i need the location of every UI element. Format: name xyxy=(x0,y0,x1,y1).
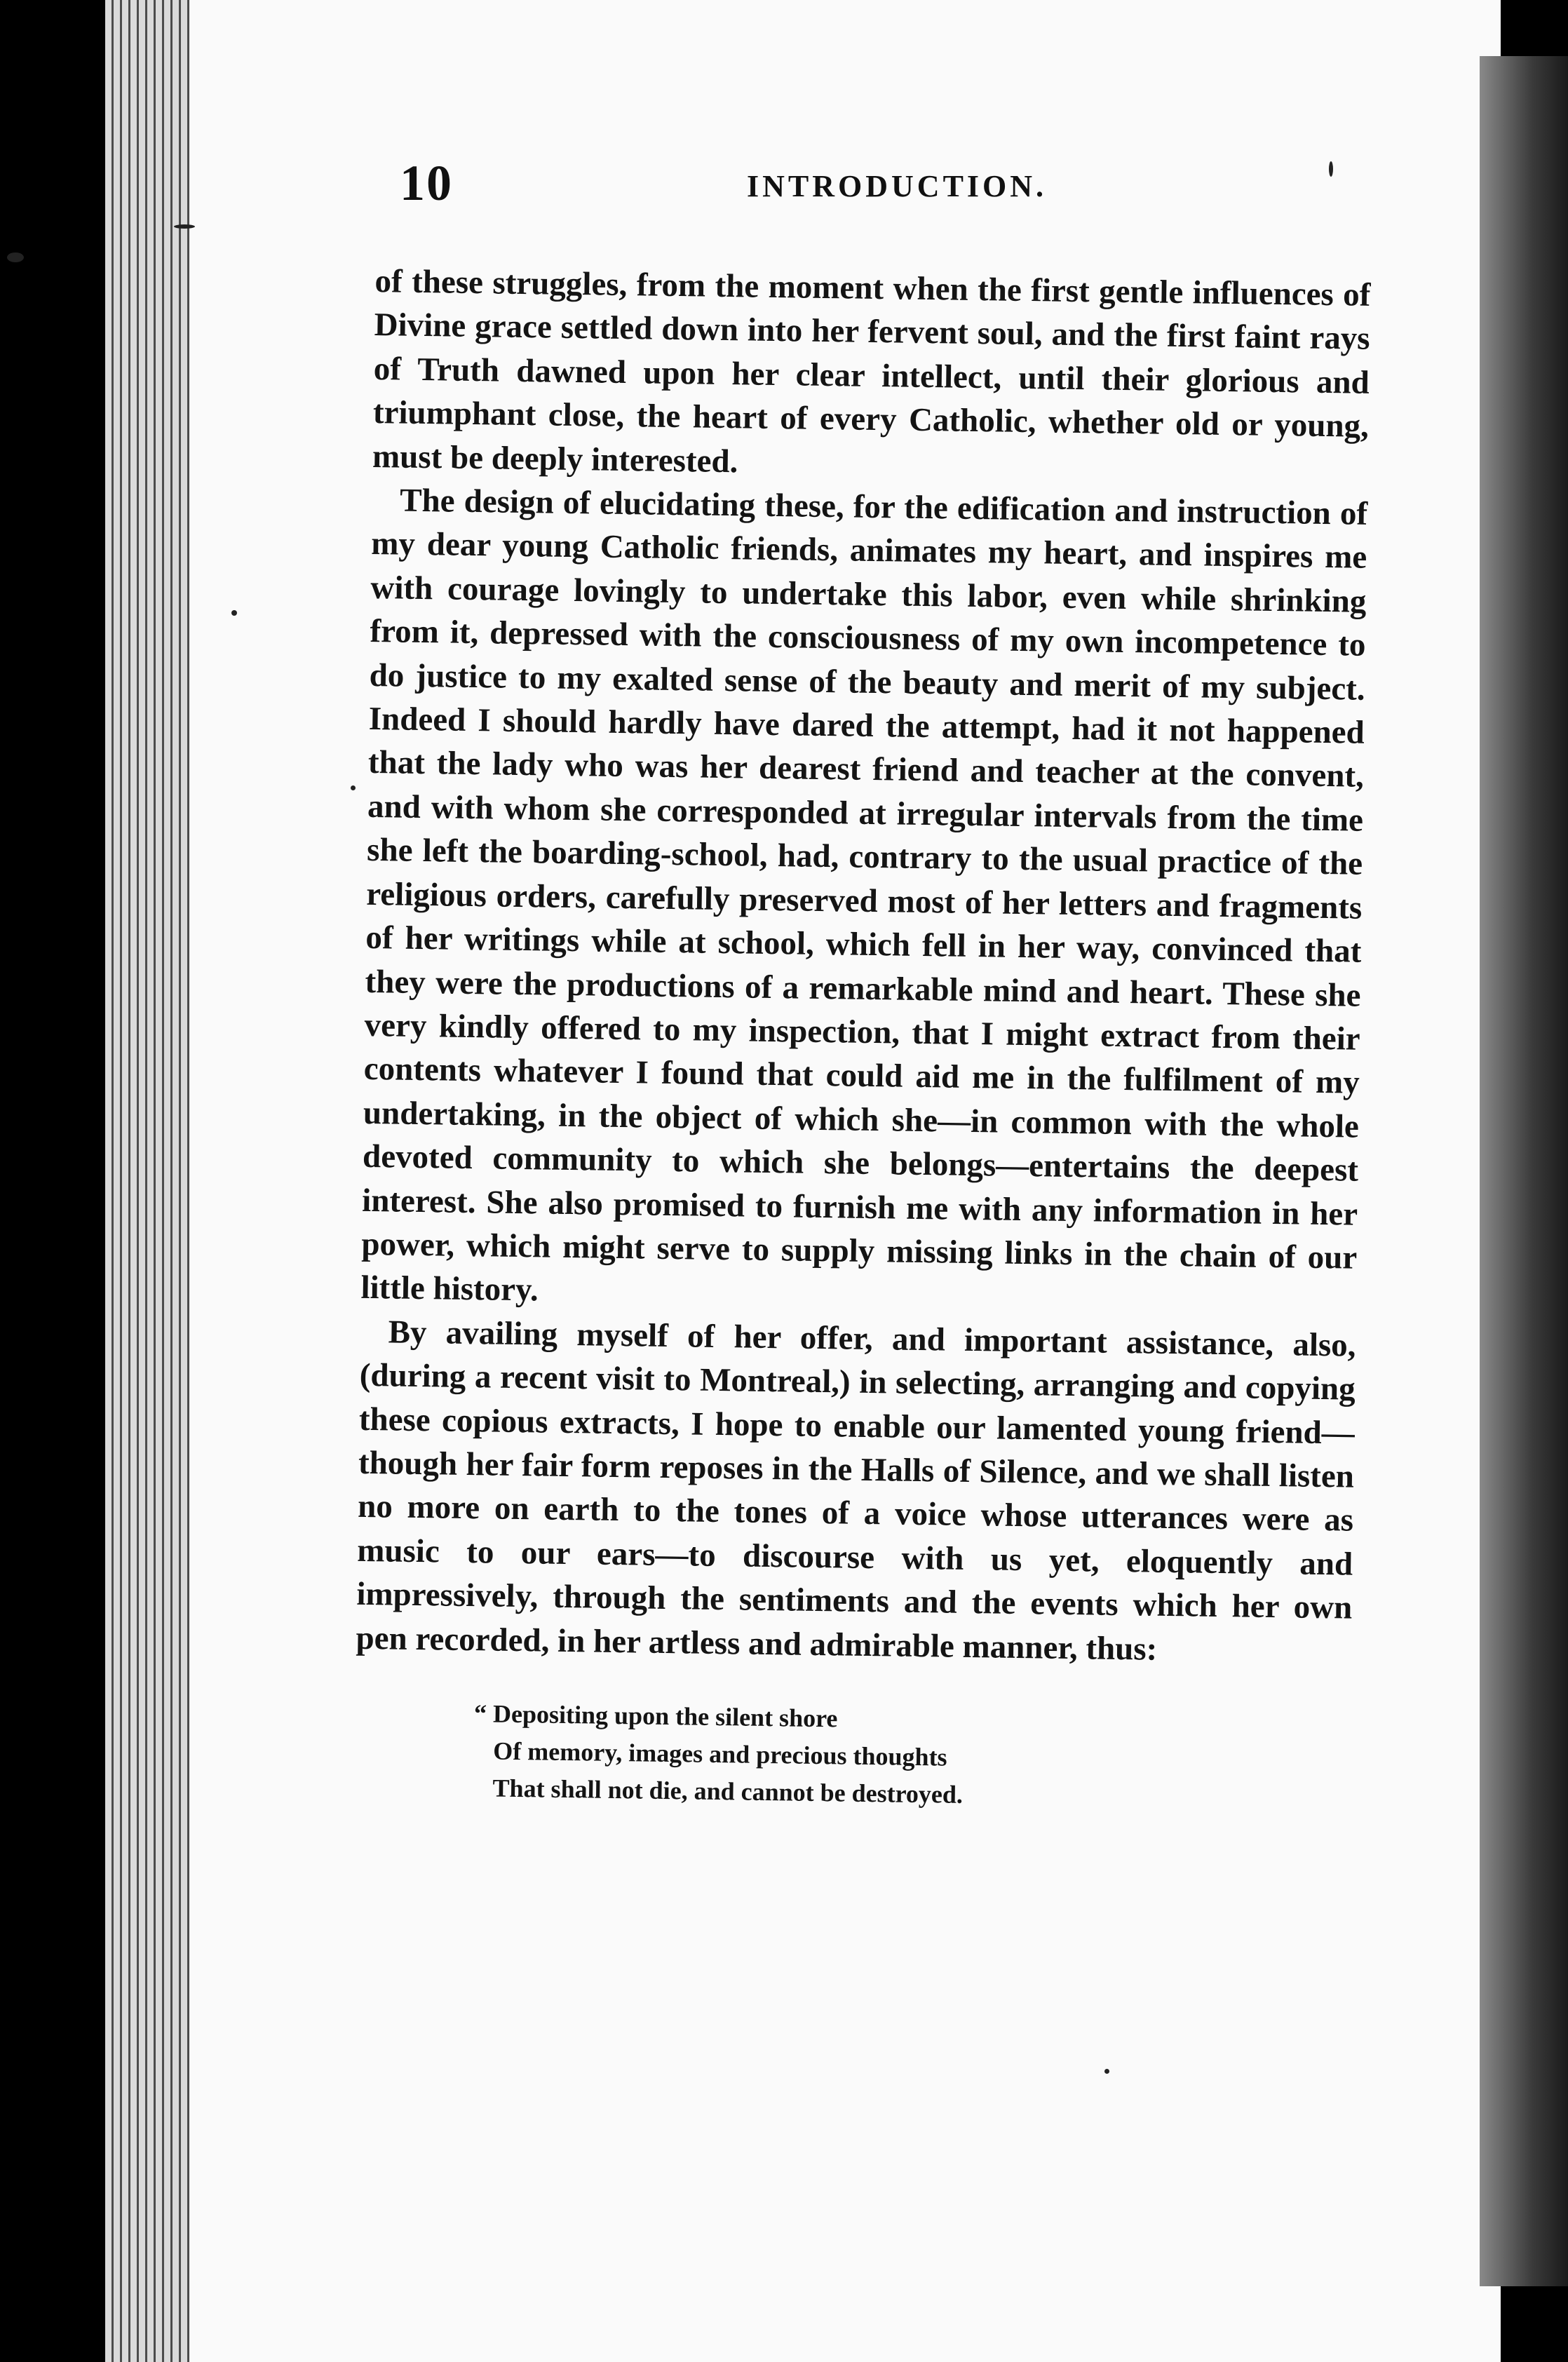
poem-line-2: Of memory, images and precious thoughts xyxy=(493,1736,947,1771)
paragraph-2: The design of elucidating these, for the edification and instruction of my dear young Catholic friends, animates my heart, and inspires me with courage lovingly to undertake this labor, even while shrinking from it, depressed with the consciousness of my own incompetence to do justice to my exalted sense of the beauty and merit of my subject. Indeed I should hardly have dared the attempt, had it not happened that the lady who was her dearest friend and teacher at the convent, and with whom she corresponded at irregular intervals from the time she left the boarding-school, had, contrary to the usual practice of the religious orders, carefully preserved most of her letters and fragments of her writings while at school, which fell in her way, convinced that they were the productions of a remarkable mind and heart. These she very kindly offered to my inspection, that I might extract from their contents whatever I found that could aid me in the fulfilment of my undertaking, in the object of which she—in common with the whole devoted community to which she belongs—entertains the deepest interest. She also promised to furnish me with any information in her power, which might serve to supply missing links in the chain of our little history. xyxy=(360,482,1368,1309)
dust-speck xyxy=(7,252,24,262)
paragraph-3: By availing myself of her offer, and important assistance, also, (during a recent visit to Montreal,) in selecting, arranging and copying these copious extracts, I hope to enable our lamented young friend—though her fair form reposes in the Halls of Silence, and we shall listen no more on earth to the tones of a voice whose utterances were as music to our ears—to discourse with us yet, eloquently and impressively, through the sentiments and the events which her own pen recorded, in her artless and admirable manner, thus: xyxy=(356,1314,1356,1668)
dust-speck xyxy=(174,224,195,229)
dust-speck xyxy=(1329,161,1333,177)
page-number: 10 xyxy=(400,155,453,211)
poem-line-1: “ Depositing upon the silent shore xyxy=(473,1699,838,1733)
running-head: INTRODUCTION. xyxy=(747,169,1048,203)
poem-quote xyxy=(473,1695,1351,1818)
paragraph-1: of these struggles, from the moment when the first gentle influences of Divine grace settled down into her fervent soul, and the first faint rays of Truth dawned upon her clear intellect, until their glorious and triumphant close, the heart of every Catholic, whether old or young, must be deeply interested. xyxy=(372,262,1371,480)
dust-speck xyxy=(1104,2069,1109,2074)
poem-line-3: That shall not die, and cannot be destroyed. xyxy=(492,1774,964,1809)
body-text xyxy=(353,259,1371,1819)
dust-speck xyxy=(351,785,356,790)
page-header xyxy=(400,154,1381,217)
dust-speck xyxy=(231,610,237,616)
facing-page-shadow xyxy=(1480,56,1568,2286)
